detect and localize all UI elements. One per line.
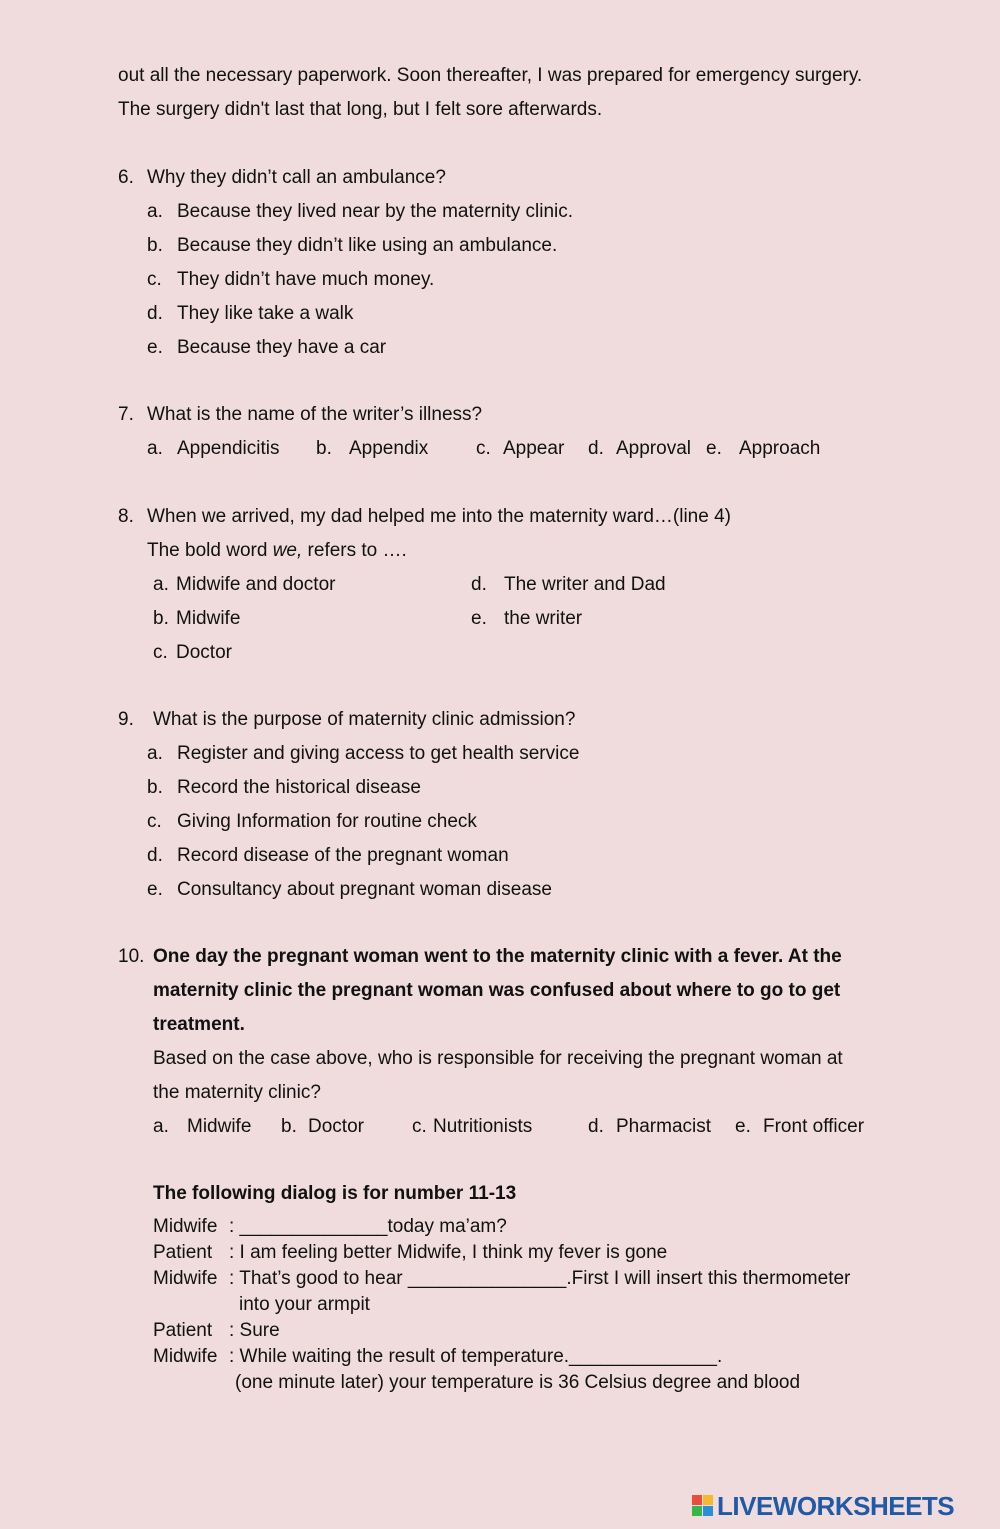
dialog-line-continuation: (one minute later) your temperature is 36 Celsius degree and blood xyxy=(235,1372,801,1393)
option-text[interactable]: Appendix xyxy=(349,438,429,459)
option-letter: e. xyxy=(147,879,163,900)
dialog-speaker: Midwife xyxy=(153,1268,218,1289)
option-letter: e. xyxy=(147,337,163,358)
option-text[interactable]: Front officer xyxy=(763,1116,865,1137)
option-text[interactable]: Appendicitis xyxy=(177,438,280,459)
dialog-heading: The following dialog is for number 11-13 xyxy=(153,1183,517,1204)
dialog-line-continuation: into your armpit xyxy=(239,1294,370,1315)
question-text-bold: treatment. xyxy=(153,1014,245,1035)
dialog-speaker: Patient xyxy=(153,1242,213,1263)
option-letter: b. xyxy=(147,777,163,798)
option-letter: d. xyxy=(471,574,487,595)
dialog-line[interactable]: : While waiting the result of temperature.______________. xyxy=(229,1346,723,1367)
option-text[interactable]: Consultancy about pregnant woman disease xyxy=(177,879,552,900)
question-text: What is the purpose of maternity clinic admission? xyxy=(153,709,576,730)
option-text[interactable]: Midwife and doctor xyxy=(176,574,336,595)
dialog-speaker: Midwife xyxy=(153,1216,218,1237)
liveworksheets-logo xyxy=(692,1492,988,1520)
option-text[interactable]: Approach xyxy=(739,438,821,459)
option-letter: e. xyxy=(706,438,722,459)
option-letter: b. xyxy=(153,608,169,629)
question-subtext: The bold word we, refers to …. xyxy=(147,540,407,561)
question-number: 7. xyxy=(118,404,134,425)
option-letter: d. xyxy=(147,303,163,324)
option-letter: d. xyxy=(588,1116,604,1137)
option-text[interactable]: Because they have a car xyxy=(177,337,387,358)
emphasized-word: we, xyxy=(272,540,303,561)
option-text[interactable]: Record the historical disease xyxy=(177,777,421,798)
question-text: What is the name of the writer’s illness? xyxy=(147,404,483,425)
option-text[interactable]: Doctor xyxy=(176,642,232,663)
option-letter: b. xyxy=(316,438,332,459)
question-number: 9. xyxy=(118,709,134,730)
logo-text: LIVEWORKSHEETS xyxy=(717,1491,955,1521)
option-letter: e. xyxy=(735,1116,751,1137)
option-letter: c. xyxy=(476,438,491,459)
option-text[interactable]: Approval xyxy=(616,438,691,459)
option-text[interactable]: Because they didn’t like using an ambulance. xyxy=(177,235,558,256)
option-letter: c. xyxy=(153,642,168,663)
question-text-bold: maternity clinic the pregnant woman was confused about where to go to get xyxy=(153,980,841,1001)
option-letter: d. xyxy=(588,438,604,459)
option-letter: a. xyxy=(153,574,169,595)
option-text[interactable]: Record disease of the pregnant woman xyxy=(177,845,509,866)
option-text[interactable]: Because they lived near by the maternity clinic. xyxy=(177,201,574,222)
dialog-line[interactable]: : That’s good to hear _______________.First I will insert this thermometer xyxy=(229,1268,851,1289)
question-text: Why they didn’t call an ambulance? xyxy=(147,167,446,188)
option-text[interactable]: Appear xyxy=(503,438,565,459)
logo-grid-icon xyxy=(692,1495,714,1517)
option-text[interactable]: the writer xyxy=(504,608,583,629)
option-text[interactable]: Midwife xyxy=(187,1116,252,1137)
dialog-speaker: Patient xyxy=(153,1320,213,1341)
option-letter: c. xyxy=(412,1116,427,1137)
question-number: 8. xyxy=(118,506,134,527)
intro-line-1: out all the necessary paperwork. Soon thereafter, I was prepared for emergency surgery. xyxy=(118,65,863,86)
option-letter: c. xyxy=(147,269,162,290)
dialog-line: : Sure xyxy=(229,1320,280,1341)
option-text[interactable]: Midwife xyxy=(176,608,241,629)
option-text[interactable]: Giving Information for routine check xyxy=(177,811,477,832)
dialog-line: : I am feeling better Midwife, I think my fever is gone xyxy=(229,1242,668,1263)
question-text-bold: One day the pregnant woman went to the maternity clinic with a fever. At the xyxy=(153,946,842,967)
intro-line-2: The surgery didn't last that long, but I felt sore afterwards. xyxy=(118,99,603,120)
option-letter: a. xyxy=(147,743,163,764)
dialog-line[interactable]: : ______________today ma’am? xyxy=(229,1216,507,1237)
option-letter: a. xyxy=(147,438,163,459)
dialog-speaker: Midwife xyxy=(153,1346,218,1367)
option-text[interactable]: They didn’t have much money. xyxy=(177,269,435,290)
option-letter: d. xyxy=(147,845,163,866)
option-letter: c. xyxy=(147,811,162,832)
question-number: 10. xyxy=(118,946,145,967)
option-text[interactable]: The writer and Dad xyxy=(504,574,666,595)
option-letter: a. xyxy=(147,201,163,222)
option-letter: b. xyxy=(147,235,163,256)
option-text[interactable]: They like take a walk xyxy=(177,303,354,324)
option-letter: e. xyxy=(471,608,487,629)
option-letter: b. xyxy=(281,1116,297,1137)
option-text[interactable]: Doctor xyxy=(308,1116,364,1137)
option-text[interactable]: Nutritionists xyxy=(433,1116,533,1137)
question-number: 6. xyxy=(118,167,134,188)
option-letter: a. xyxy=(153,1116,169,1137)
question-text: the maternity clinic? xyxy=(153,1082,321,1103)
option-text[interactable]: Register and giving access to get health service xyxy=(177,743,580,764)
option-text[interactable]: Pharmacist xyxy=(616,1116,712,1137)
question-text: Based on the case above, who is responsible for receiving the pregnant woman at xyxy=(153,1048,843,1069)
question-text: When we arrived, my dad helped me into the maternity ward…(line 4) xyxy=(147,506,731,527)
